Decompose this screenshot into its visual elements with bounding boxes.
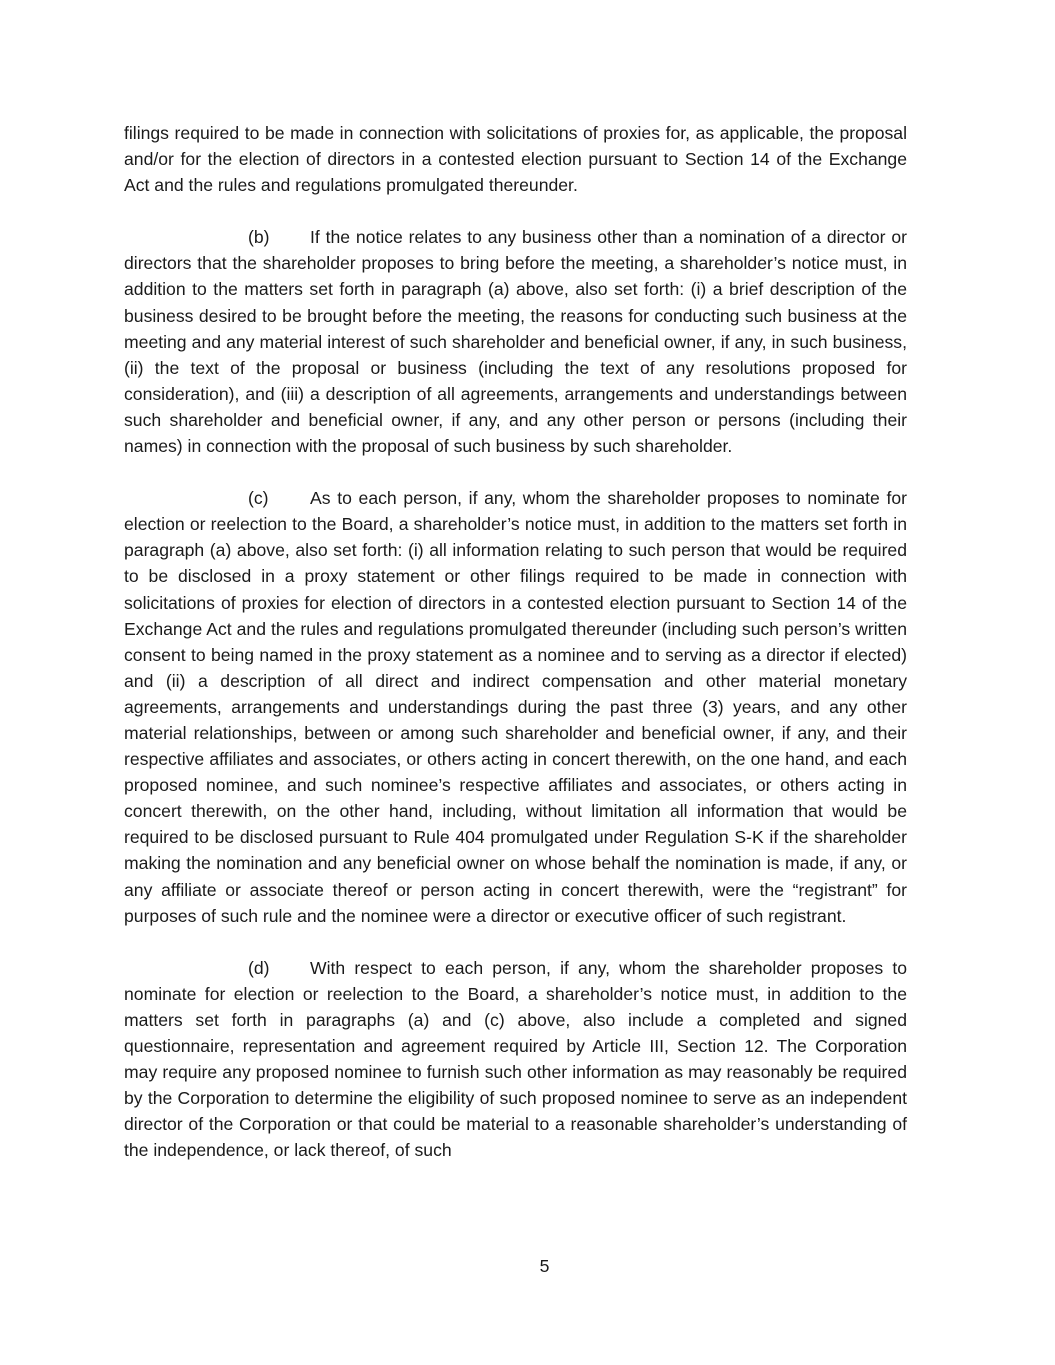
page-number: 5 (539, 1256, 550, 1276)
paragraph-c (124, 485, 907, 929)
paragraph-text-b: If the notice relates to any business other than a nomination of a director or directors that the shareholder proposes to bring before the meeting, a shareholder’s notice must, in addition to the matters set forth in paragraph (a) above, also set forth: (i) a brief description of the business desired to be brought before the meeting, the reasons for conducting such business at the meeting and any material interest of such shareholder and beneficial owner, if any, in such business, (ii) the text of the proposal or business (including the text of any resolutions proposed for consideration), and (iii) a description of all agreements, arrangements and understandings between such shareholder and beneficial owner, if any, and any other person or persons (including their names) in connection with the proposal of such business by such shareholder. (124, 227, 907, 457)
paragraph-b (124, 224, 907, 459)
paragraph-d (124, 955, 907, 1164)
paragraph-marker-b: (b) (248, 227, 270, 248)
continuation-paragraph: filings required to be made in connection with solicitations of proxies for, as applicable, the proposal and/or for the election of directors in a contested election pursuant to Section 14 of the Exchange Act and the rules and regulations promulgated thereunder. (124, 123, 907, 196)
paragraph-text-d: With respect to each person, if any, whom the shareholder proposes to nominate for election or reelection to the Board, a shareholder’s notice must, in addition to the matters set forth in paragraphs (a) and (c) above, also include a completed and signed questionnaire, representation and agreement required by Article III, Section 12. The Corporation may require any proposed nominee to furnish such other information as may reasonably be required by the Corporation to determine the eligibility of such proposed nominee to serve as an independent director of the Corporation or that could be material to a reasonable shareholder’s understanding of the independence, or lack thereof, of such (124, 957, 907, 1161)
paragraph-marker-d: (d) (248, 957, 270, 978)
body-text (124, 120, 907, 1189)
paragraph-marker-c: (c) (248, 488, 269, 509)
paragraph-text-c: As to each person, if any, whom the shareholder proposes to nominate for election or reelection to the Board, a shareholder’s notice must, in addition to the matters set forth in paragraph (a) above, also set forth: (i) all information relating to such person that would be required to be disclosed in a proxy statement or other filings required to be made in connection with solicitations of proxies for election of directors in a contested election pursuant to Section 14 of the Exchange Act and the rules and regulations promulgated thereunder (including such person’s written consent to being named in the proxy statement as a nominee and to serving as a director if elected) and (ii) a description of all direct and indirect compensation and other material monetary agreements, arrangements and understandings during the past three (3) years, and any other material relationships, between or among such shareholder and beneficial owner, if any, and their respective affiliates and associates, or others acting in concert therewith, on the one hand, and each proposed nominee, and such nominee’s respective affiliates and associates, or others acting in concert therewith, on the other hand, including, without limitation all information that would be required to be disclosed pursuant to Rule 404 promulgated under Regulation S-K if the shareholder making the nomination and any beneficial owner on whose behalf the nomination is made, if any, or any affiliate or associate thereof or person acting in concert therewith, were the “registrant” for purposes of such rule and the nominee were a director or executive officer of such registrant. (124, 488, 907, 926)
